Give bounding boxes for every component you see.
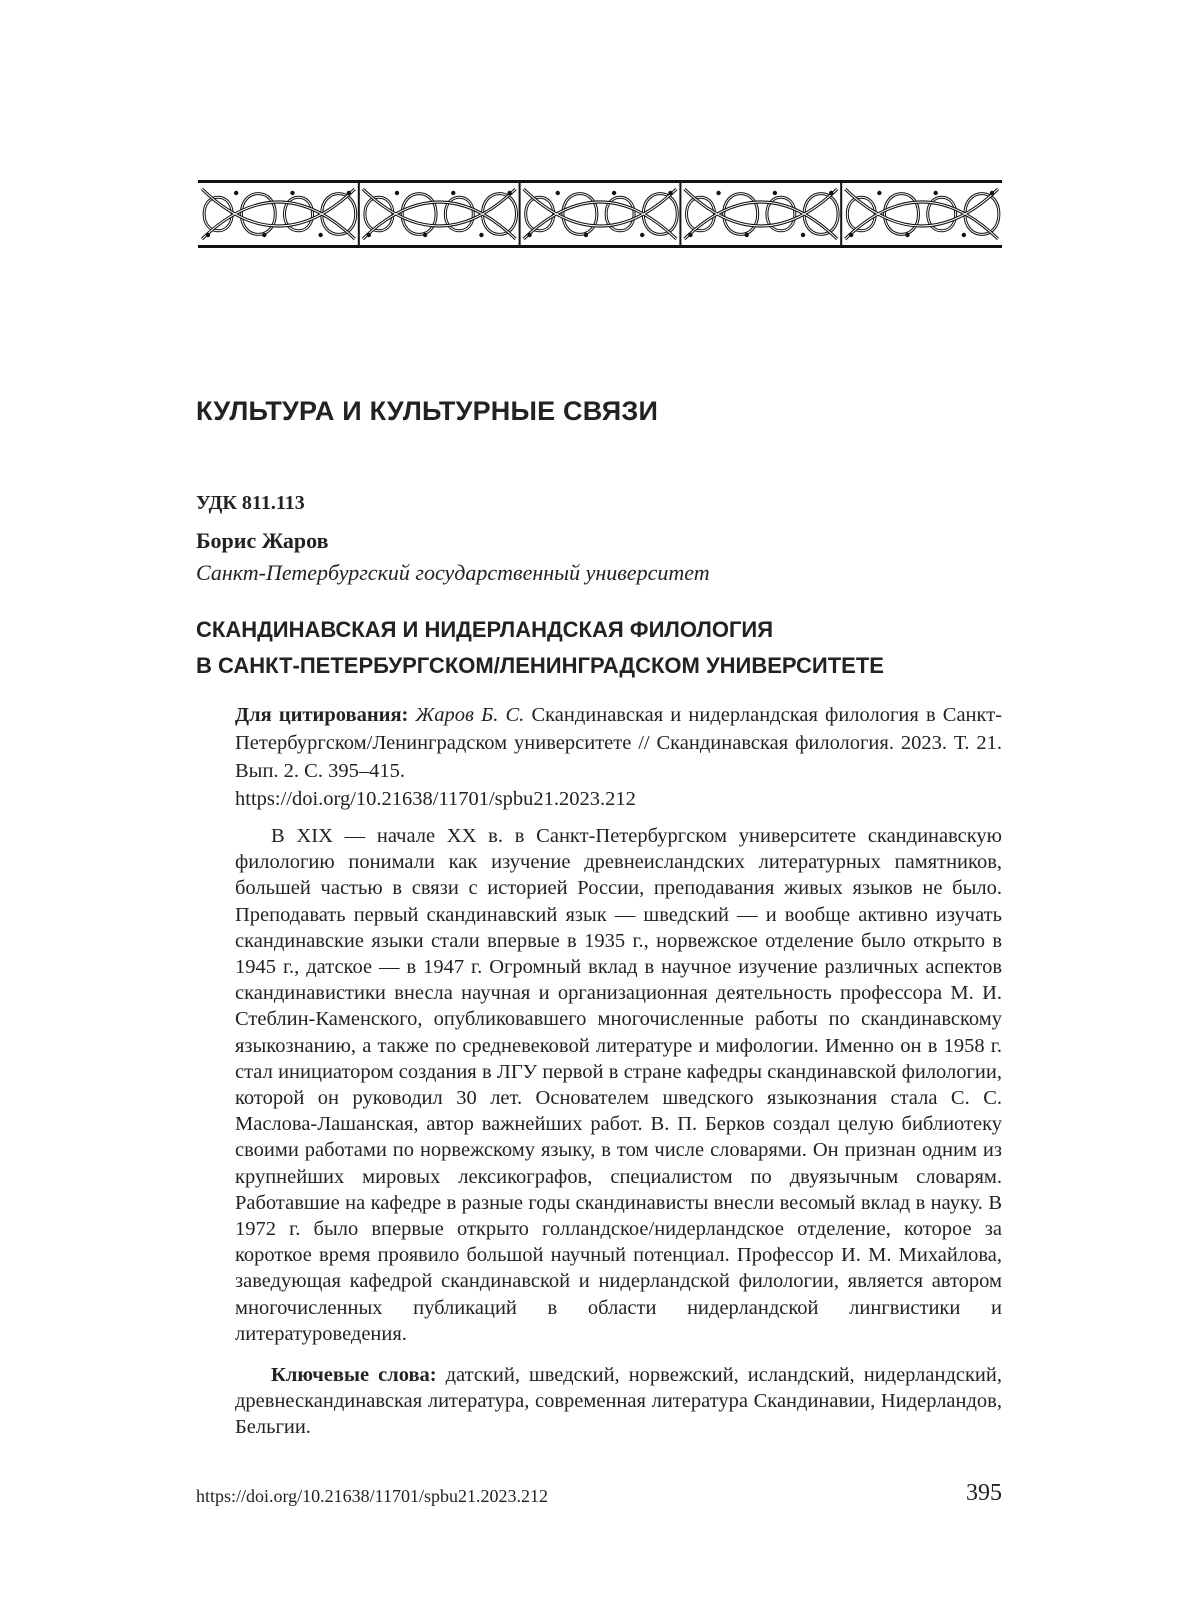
author-affiliation: Санкт-Петербургский государственный университет <box>196 560 710 585</box>
keywords-text: датский, шведский, норвежский, исландский, нидерландский, древнескандинавская литература, современная литература Скандинавии, Нидерландов, Бельгии. <box>235 1364 1002 1439</box>
knotwork-ornament-icon <box>198 183 1002 245</box>
citation-text: Скандинавская и нидерландская филология в Санкт-Петербургском/Ленинградском университете // Скандинавская филология. 2023. Т. 21. Вып. 2. С. 395–415. <box>235 704 1002 782</box>
citation-label: Для цитирования: <box>235 704 409 726</box>
page-number: 395 <box>966 1480 1002 1506</box>
article-title-line-2: В САНКТ-ПЕТЕРБУРГСКОМ/ЛЕНИНГРАДСКОМ УНИВЕРСИТЕТЕ <box>196 653 884 678</box>
footer-doi-link[interactable]: https://doi.org/10.21638/11701/spbu21.2023.212 <box>196 1486 549 1506</box>
article-title-line-1: СКАНДИНАВСКАЯ И НИДЕРЛАНДСКАЯ ФИЛОЛОГИЯ <box>196 617 774 642</box>
citation-block <box>235 701 1002 813</box>
author-name: Борис Жаров <box>196 528 329 553</box>
citation-author: Жаров Б. С. <box>415 704 525 726</box>
keywords-label: Ключевые слова: <box>271 1364 437 1386</box>
udk-code: УДК 811.113 <box>196 492 305 514</box>
article-title <box>196 612 884 684</box>
decorative-knotwork-banner <box>198 180 1002 248</box>
abstract-paragraph: В XIX — начале XX в. в Санкт-Петербургском университете скандинавскую филологию понимали как изучение древнеисландских литературных памятников, большей частью в связи с историей России, преподавания живых языков не было. Преподавать первый скандинавский язык — шведский — и вообще активно изучать скандинавские языки стали впервые в 1935 г., норвежское отделение было открыто в 1945 г., датское — в 1947 г. Огромный вклад в научное изучение различных аспектов скандинавистики внесла научная и организационная деятельность профессора М. И. Стеблин-Каменского, опубликовавшего многочисленные работы по скандинавскому языкознанию, а также по средневековой литературе и мифологии. Именно он в 1958 г. стал инициатором создания в ЛГУ первой в стране кафедры скандинавской филологии, которой он руководил 30 лет. Основателем шведского языкознания стала С. С. Маслова-Лашанская, автор важнейших работ. В. П. Берков создал целую библиотеку своими работами по норвежскому языку, в том числе словарями. Он признан одним из крупнейших мировых лексикографов, специалистом по двуязычным словарям. Работавшие на кафедре в разные годы скандинависты внесли весомый вклад в науку. В 1972 г. было впервые открыто голландское/нидерландское отделение, которое за короткое время проявило большой научный потенциал. Профессор И. М. Михайлова, заведующая кафедрой скандинавской и нидерландской филологии, является автором многочисленных публикаций в области нидерландской лингвистики и литературоведения. <box>235 825 1002 1345</box>
keywords-paragraph <box>235 1362 1002 1441</box>
citation-doi-link[interactable]: https://doi.org/10.21638/11701/spbu21.2023.212 <box>235 788 636 810</box>
section-title: КУЛЬТУРА И КУЛЬТУРНЫЕ СВЯЗИ <box>196 396 659 426</box>
